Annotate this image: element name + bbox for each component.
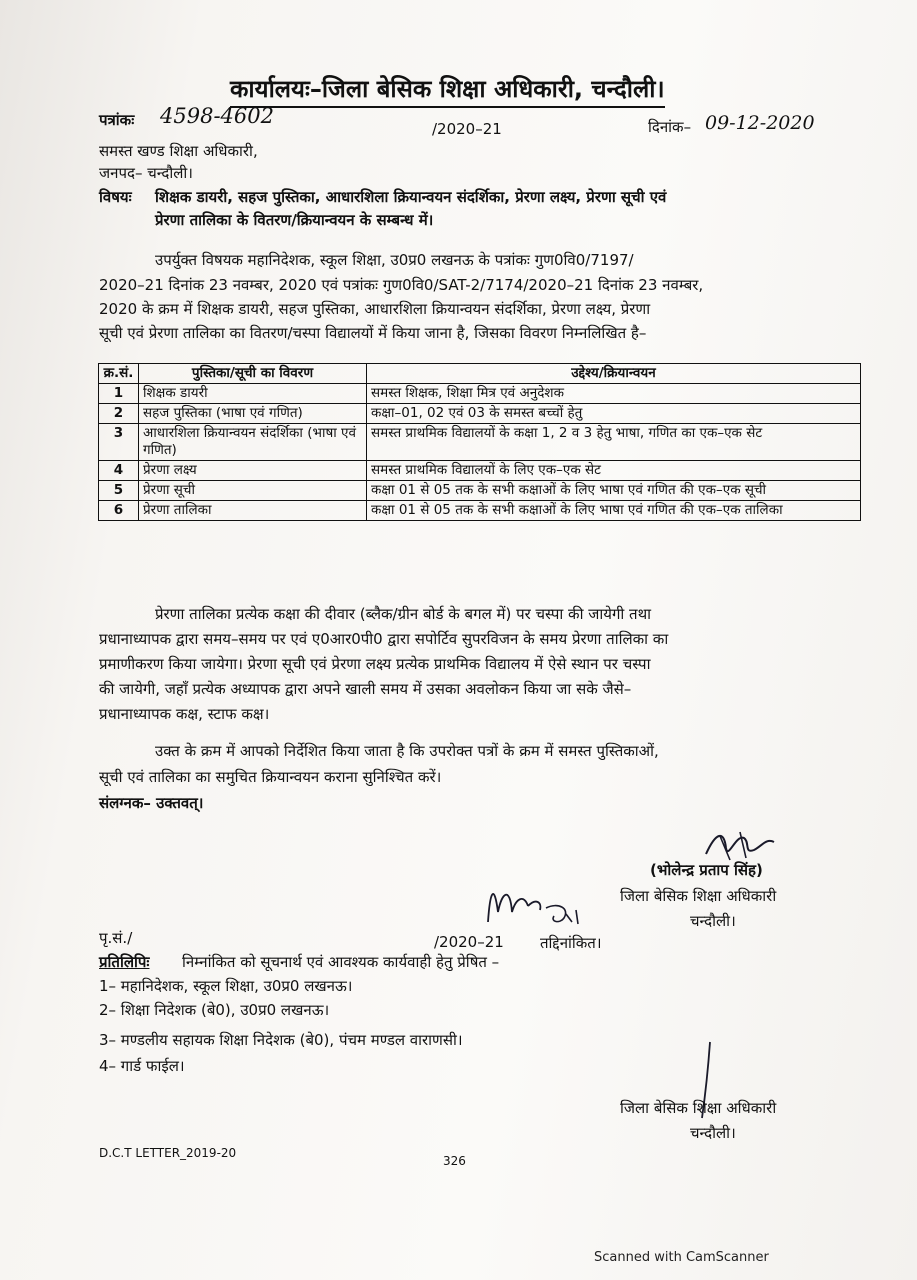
table-row [99,384,861,404]
copy-to-label: प्रतिलिपिः [99,953,150,971]
copy-ref-year: /2020–21 [434,933,504,951]
row-item: प्रेरणा लक्ष्य [139,461,367,481]
row-purpose: कक्षा 01 से 05 तक के सभी कक्षाओं के लिए भाषा एवं गणित की एक–एक सूची [367,481,861,501]
row-item: सहज पुस्तिका (भाषा एवं गणित) [139,404,367,424]
subject-line1: शिक्षक डायरी, सहज पुस्तिका, आधारशिला क्रियान्वयन संदर्शिका, प्रेरणा लक्ष्य, प्रेरणा सूची एवं [155,188,667,206]
subject-label: विषयः [99,188,132,206]
para2-line5: प्रधानाध्यापक कक्ष, स्टाफ कक्ष। [99,705,270,723]
row-sn: 4 [99,461,139,481]
row-purpose: समस्त शिक्षक, शिक्षा मित्र एवं अनुदेशक [367,384,861,404]
ref-year: /2020–21 [432,120,502,138]
file-code: D.C.T LETTER_2019-20 [99,1146,237,1160]
para2-line2: प्रधानाध्यापक द्वारा समय–समय पर एवं ए0आर0पी0 द्वारा सपोर्टिव सुपरविजन के समय प्रेरणा तालिका का [99,630,669,648]
ref-label: पत्रांकः [99,111,135,129]
date-value: 09-12-2020 [705,112,815,134]
signatory-place: चन्दौली। [690,912,736,930]
initials-mark [480,872,590,934]
signatory-designation: जिला बेसिक शिक्षा अधिकारी [620,887,777,905]
signatory-name: (भोलेन्द्र प्रताप सिंह) [650,861,763,879]
copy-item-3: 3– मण्डलीय सहायक शिक्षा निदेशक (बे0), पंचम मण्डल वाराणसी। [99,1031,463,1049]
signatory2-designation: जिला बेसिक शिक्षा अधिकारी [620,1099,777,1117]
row-sn: 1 [99,384,139,404]
signatory2-place: चन्दौली। [690,1124,736,1142]
row-purpose: कक्षा–01, 02 एवं 03 के समस्त बच्चों हेतु [367,404,861,424]
para3-line1: उक्त के क्रम में आपको निर्देशित किया जाता है कि उपरोक्त पत्रों के क्रम में समस्त पुस्तिकाओं, [155,742,659,760]
copy-ref-label: पृ.सं./ [99,929,133,947]
copy-item-1: 1– महानिदेशक, स्कूल शिक्षा, उ0प्र0 लखनऊ। [99,977,353,995]
subject-line2: प्रेरणा तालिका के वितरण/क्रियान्वयन के सम्बन्ध में। [155,211,434,229]
addressee-line1: समस्त खण्ड शिक्षा अधिकारी, [99,142,258,160]
date-label: दिनांक– [648,118,692,136]
para2-line3: प्रमाणीकरण किया जायेगा। प्रेरणा सूची एवं प्रेरणा लक्ष्य प्रत्येक प्राथमिक विद्यालय में ऐसे स्थान पर चस्पा [99,655,651,673]
table-header-row [99,364,861,384]
table-row [99,501,861,521]
header-sn: क्र.सं. [99,364,139,384]
distribution-table [98,363,861,521]
table-row [99,461,861,481]
copy-to-text: निम्नांकित को सूचनार्थ एवं आवश्यक कार्यवाही हेतु प्रेषित – [182,953,500,971]
intro-line4: सूची एवं प्रेरणा तालिका का वितरण/चस्पा विद्यालयों में किया जाना है, जिसका विवरण निम्नलिखित है– [99,324,647,342]
enclosure: संलग्नक– उक्तवत्। [99,794,204,812]
row-purpose: समस्त प्राथमिक विद्यालयों के कक्षा 1, 2 व 3 हेतु भाषा, गणित का एक–एक सेट [367,424,861,461]
row-sn: 5 [99,481,139,501]
row-sn: 3 [99,424,139,461]
ref-number: 4598-4602 [160,104,274,128]
table-row [99,424,861,461]
row-sn: 2 [99,404,139,424]
scanner-watermark: Scanned with CamScanner [594,1250,769,1265]
row-purpose: समस्त प्राथमिक विद्यालयों के लिए एक–एक सेट [367,461,861,481]
para3-line2: सूची एवं तालिका का समुचित क्रियान्वयन कराना सुनिश्चित करें। [99,768,442,786]
row-item: प्रेरणा तालिका [139,501,367,521]
row-purpose: कक्षा 01 से 05 तक के सभी कक्षाओं के लिए भाषा एवं गणित की एक–एक तालिका [367,501,861,521]
table-row [99,404,861,424]
office-heading: कार्यालयः–जिला बेसिक शिक्षा अधिकारी, चन्दौली। [230,72,665,105]
row-item: शिक्षक डायरी [139,384,367,404]
copy-item-2: 2– शिक्षा निदेशक (बे0), उ0प्र0 लखनऊ। [99,1001,330,1019]
row-item: आधारशिला क्रियान्वयन संदर्शिका (भाषा एवं गणित) [139,424,367,461]
addressee-line2: जनपद– चन्दौली। [99,164,193,182]
page-number: 326 [443,1154,466,1168]
copy-item-4: 4– गार्ड फाईल। [99,1057,185,1075]
para2-line1: प्रेरणा तालिका प्रत्येक कक्षा की दीवार (ब्लैक/ग्रीन बोर्ड के बगल में) पर चस्पा की जायेगी तथा [155,605,652,623]
header-purpose: उद्देश्य/क्रियान्वयन [367,364,861,384]
header-item: पुस्तिका/सूची का विवरण [139,364,367,384]
table-row [99,481,861,501]
row-item: प्रेरणा सूची [139,481,367,501]
copy-ref-date: तद्दिनांकित। [540,934,602,952]
intro-line1: उपर्युक्त विषयक महानिदेशक, स्कूल शिक्षा, उ0प्र0 लखनऊ के पत्रांकः गुण0वि0/7197/ [155,251,634,269]
intro-line3: 2020 के क्रम में शिक्षक डायरी, सहज पुस्तिका, आधारशिला क्रियान्वयन संदर्शिका, प्रेरणा लक्ष्य, प्रेरणा [99,300,651,318]
row-sn: 6 [99,501,139,521]
para2-line4: की जायेगी, जहाँ प्रत्येक अध्यापक द्वारा अपने खाली समय में उसका अवलोकन किया जा सके जैसे– [99,680,632,698]
intro-line2: 2020–21 दिनांक 23 नवम्बर, 2020 एवं पत्रांकः गुण0वि0/SAT-2/7174/2020–21 दिनांक 23 नवम्बर, [99,276,704,294]
